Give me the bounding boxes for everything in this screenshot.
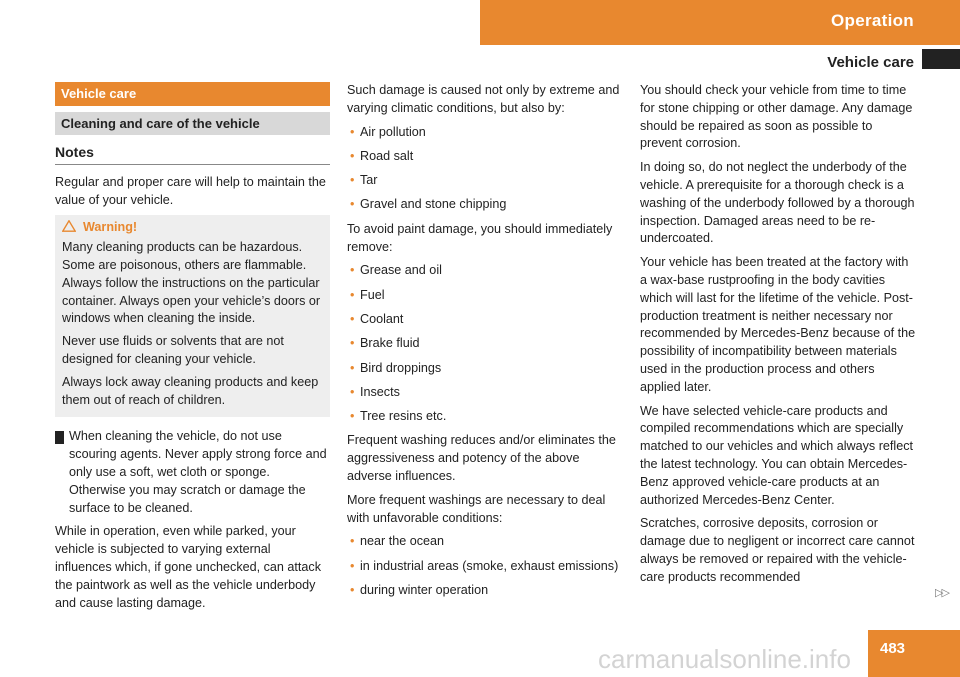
list-item: • Tar: [347, 172, 623, 190]
page-number: 483: [880, 640, 906, 657]
paragraph: Such damage is caused not only by extreme and varying climatic conditions, but also by:: [347, 83, 620, 115]
section-marker: [922, 49, 960, 69]
note-paragraph: [50, 428, 330, 517]
subsection-heading: Cleaning and care of the vehicle: [55, 112, 330, 135]
list-item: • Bird droppings: [347, 360, 623, 378]
list-item: • Tree resins etc.: [347, 408, 623, 426]
paragraph: Scratches, corrosive deposits, corrosion or damage due to negligent or incorrect care cannot always be removed or repaired with the vehicle-care products recommended: [640, 516, 915, 584]
list-item: • in industrial areas (smoke, exhaust emissions): [347, 558, 623, 576]
exclamation-icon: !: [55, 431, 64, 444]
warning-heading: [62, 219, 323, 237]
warning-title: Warning!: [83, 220, 138, 235]
column-2: [347, 82, 623, 606]
paragraph: More frequent washings are necessary to deal with unfavorable conditions:: [347, 492, 606, 525]
continue-arrows-icon: ▷▷: [935, 587, 948, 599]
bullet-list: [347, 124, 623, 215]
paragraph: You should check your vehicle from time to time for stone chipping or other damage. Any damage should be repaired as soon as possible to prevent corrosion.: [640, 83, 913, 151]
paragraph: We have selected vehicle-care products and compiled recommendations which are specially matched to our vehicles and which always reflect the latest technology. You can obtain Mercedes-Benz approved vehicle-care products at an authorized Mercedes-Benz Center.: [640, 403, 913, 507]
list-item: • Insects: [347, 384, 623, 402]
list-item: • during winter operation: [347, 582, 623, 600]
paragraph: Your vehicle has been treated at the factory with a wax-base rustproofing in the body cavities which will last for the lifetime of the vehicle. Post-production treatment is neither necessary nor recommended by Mercedes-Benz because of the possibility of incompatibility between materials used in the production process and others applied later.: [640, 255, 916, 394]
warning-triangle-icon: [62, 220, 76, 232]
intro-paragraph: Regular and proper care will help to maintain the value of your vehicle.: [55, 174, 326, 207]
notes-heading: Notes: [55, 144, 330, 165]
paragraph: To avoid paint damage, you should immediately remove:: [347, 221, 613, 254]
warning-paragraph: Always lock away cleaning products and keep them out of reach of children.: [62, 374, 319, 407]
section-heading: Vehicle care: [55, 82, 330, 106]
warning-paragraph: Many cleaning products can be hazardous. Some are poisonous, others are flammable. Always follow the instructions on the particular container. Always open your vehicle’s doors or windows when cleaning the inside.: [62, 240, 321, 326]
warning-box: [55, 215, 330, 417]
outro-paragraph: While in operation, even while parked, your vehicle is subjected to varying external influences which, if gone unchecked, can attack the paintwork as well as the vehicle underbody and cause lasting damage.: [55, 524, 322, 610]
note-text: When cleaning the vehicle, do not use scouring agents. Never apply strong force and only use a soft, wet cloth or sponge. Otherwise you may scratch or damage the surface to be cleaned.: [69, 429, 327, 515]
paragraph: In doing so, do not neglect the underbody of the vehicle. A prerequisite for a thorough check is a washing of the underbody followed by a thorough inspection. Damaged areas need to be re-undercoated.: [640, 160, 915, 246]
list-item: • Coolant: [347, 311, 623, 329]
column-3: [640, 82, 916, 593]
list-item: • Fuel: [347, 287, 623, 305]
list-item: • Gravel and stone chipping: [347, 196, 623, 214]
list-item: • Road salt: [347, 148, 623, 166]
chapter-tab: [480, 0, 960, 45]
list-item: • Air pollution: [347, 124, 623, 142]
list-item: • near the ocean: [347, 533, 623, 551]
bullet-list: [347, 262, 623, 426]
paragraph: Frequent washing reduces and/or eliminates the aggressiveness and potency of the above adverse influences.: [347, 433, 616, 484]
watermark: carmanualsonline.info: [598, 644, 851, 674]
bullet-list: [347, 533, 623, 599]
column-1: [50, 82, 330, 618]
section-title: Vehicle care: [827, 54, 914, 71]
page-number-box: [868, 630, 960, 677]
list-item: • Grease and oil: [347, 262, 623, 280]
chapter-title: Operation: [831, 11, 914, 30]
list-item: • Brake fluid: [347, 335, 623, 353]
warning-paragraph: Never use fluids or solvents that are not designed for cleaning your vehicle.: [62, 334, 284, 366]
